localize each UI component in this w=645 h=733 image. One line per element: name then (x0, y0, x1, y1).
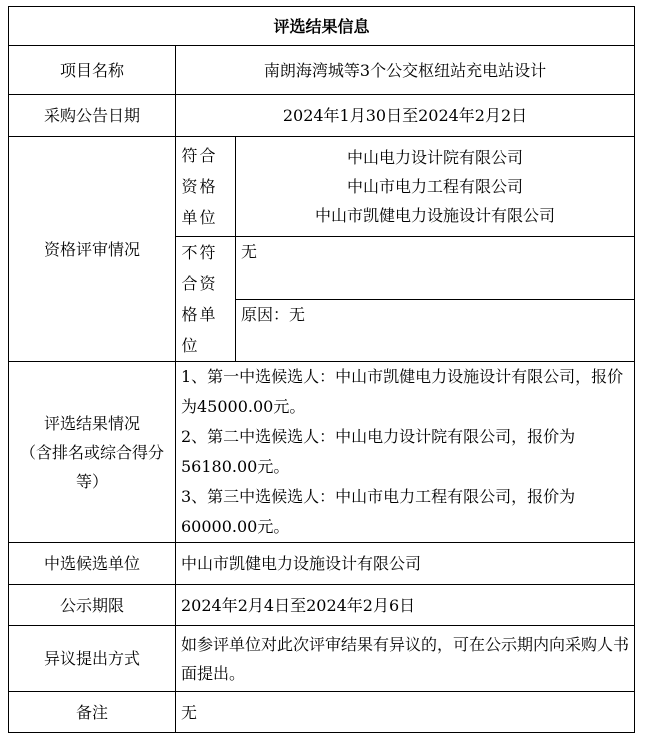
project-name-value: 南朗海湾城等3个公交枢纽站充电站设计 (176, 46, 635, 95)
result-label-line1: 评选结果情况 (43, 413, 140, 433)
winner-value: 中山市凯健电力设施设计有限公司 (176, 543, 635, 585)
qualified-units-label: 符合资格单位 (176, 137, 236, 237)
qualification-review-label: 资格评审情况 (9, 137, 176, 362)
result-label (9, 362, 176, 543)
remark-label: 备注 (9, 692, 176, 733)
publicity-period-label: 公示期限 (9, 585, 176, 626)
result-label-line2: （含排名或综合得分等） (19, 442, 164, 491)
objection-method-label: 异议提出方式 (9, 626, 176, 692)
evaluation-result-table (8, 6, 635, 733)
remark-value: 无 (176, 692, 635, 733)
announcement-date-value: 2024年1月30日至2024年2月2日 (176, 95, 635, 137)
winner-label: 中选候选单位 (9, 543, 176, 585)
result-list (176, 362, 635, 543)
qualified-unit: 中山市凯健电力设施设计有限公司 (314, 206, 555, 225)
unqualified-reason: 原因：无 (236, 299, 635, 362)
publicity-period-value: 2024年2月4日至2024年2月6日 (176, 585, 635, 626)
result-item: 2、第二中选候选人：中山电力设计院有限公司，报价为56180.00元。 (181, 427, 576, 476)
result-item: 3、第三中选候选人：中山市电力工程有限公司，报价为60000.00元。 (181, 487, 576, 536)
unqualified-units-value: 无 (236, 237, 635, 300)
qualified-unit: 中山市电力工程有限公司 (346, 177, 523, 196)
qualified-units-list (236, 137, 635, 237)
qualified-unit: 中山电力设计院有限公司 (346, 148, 523, 167)
project-name-label: 项目名称 (9, 46, 176, 95)
unqualified-units-label: 不符合资格单位 (176, 237, 236, 362)
result-item: 1、第一中选候选人：中山市凯健电力设施设计有限公司，报价为45000.00元。 (181, 367, 624, 416)
announcement-date-label: 采购公告日期 (9, 95, 176, 137)
table-header: 评选结果信息 (9, 7, 635, 46)
objection-method-value: 如参评单位对此次评审结果有异议的，可在公示期内向采购人书面提出。 (176, 626, 635, 692)
